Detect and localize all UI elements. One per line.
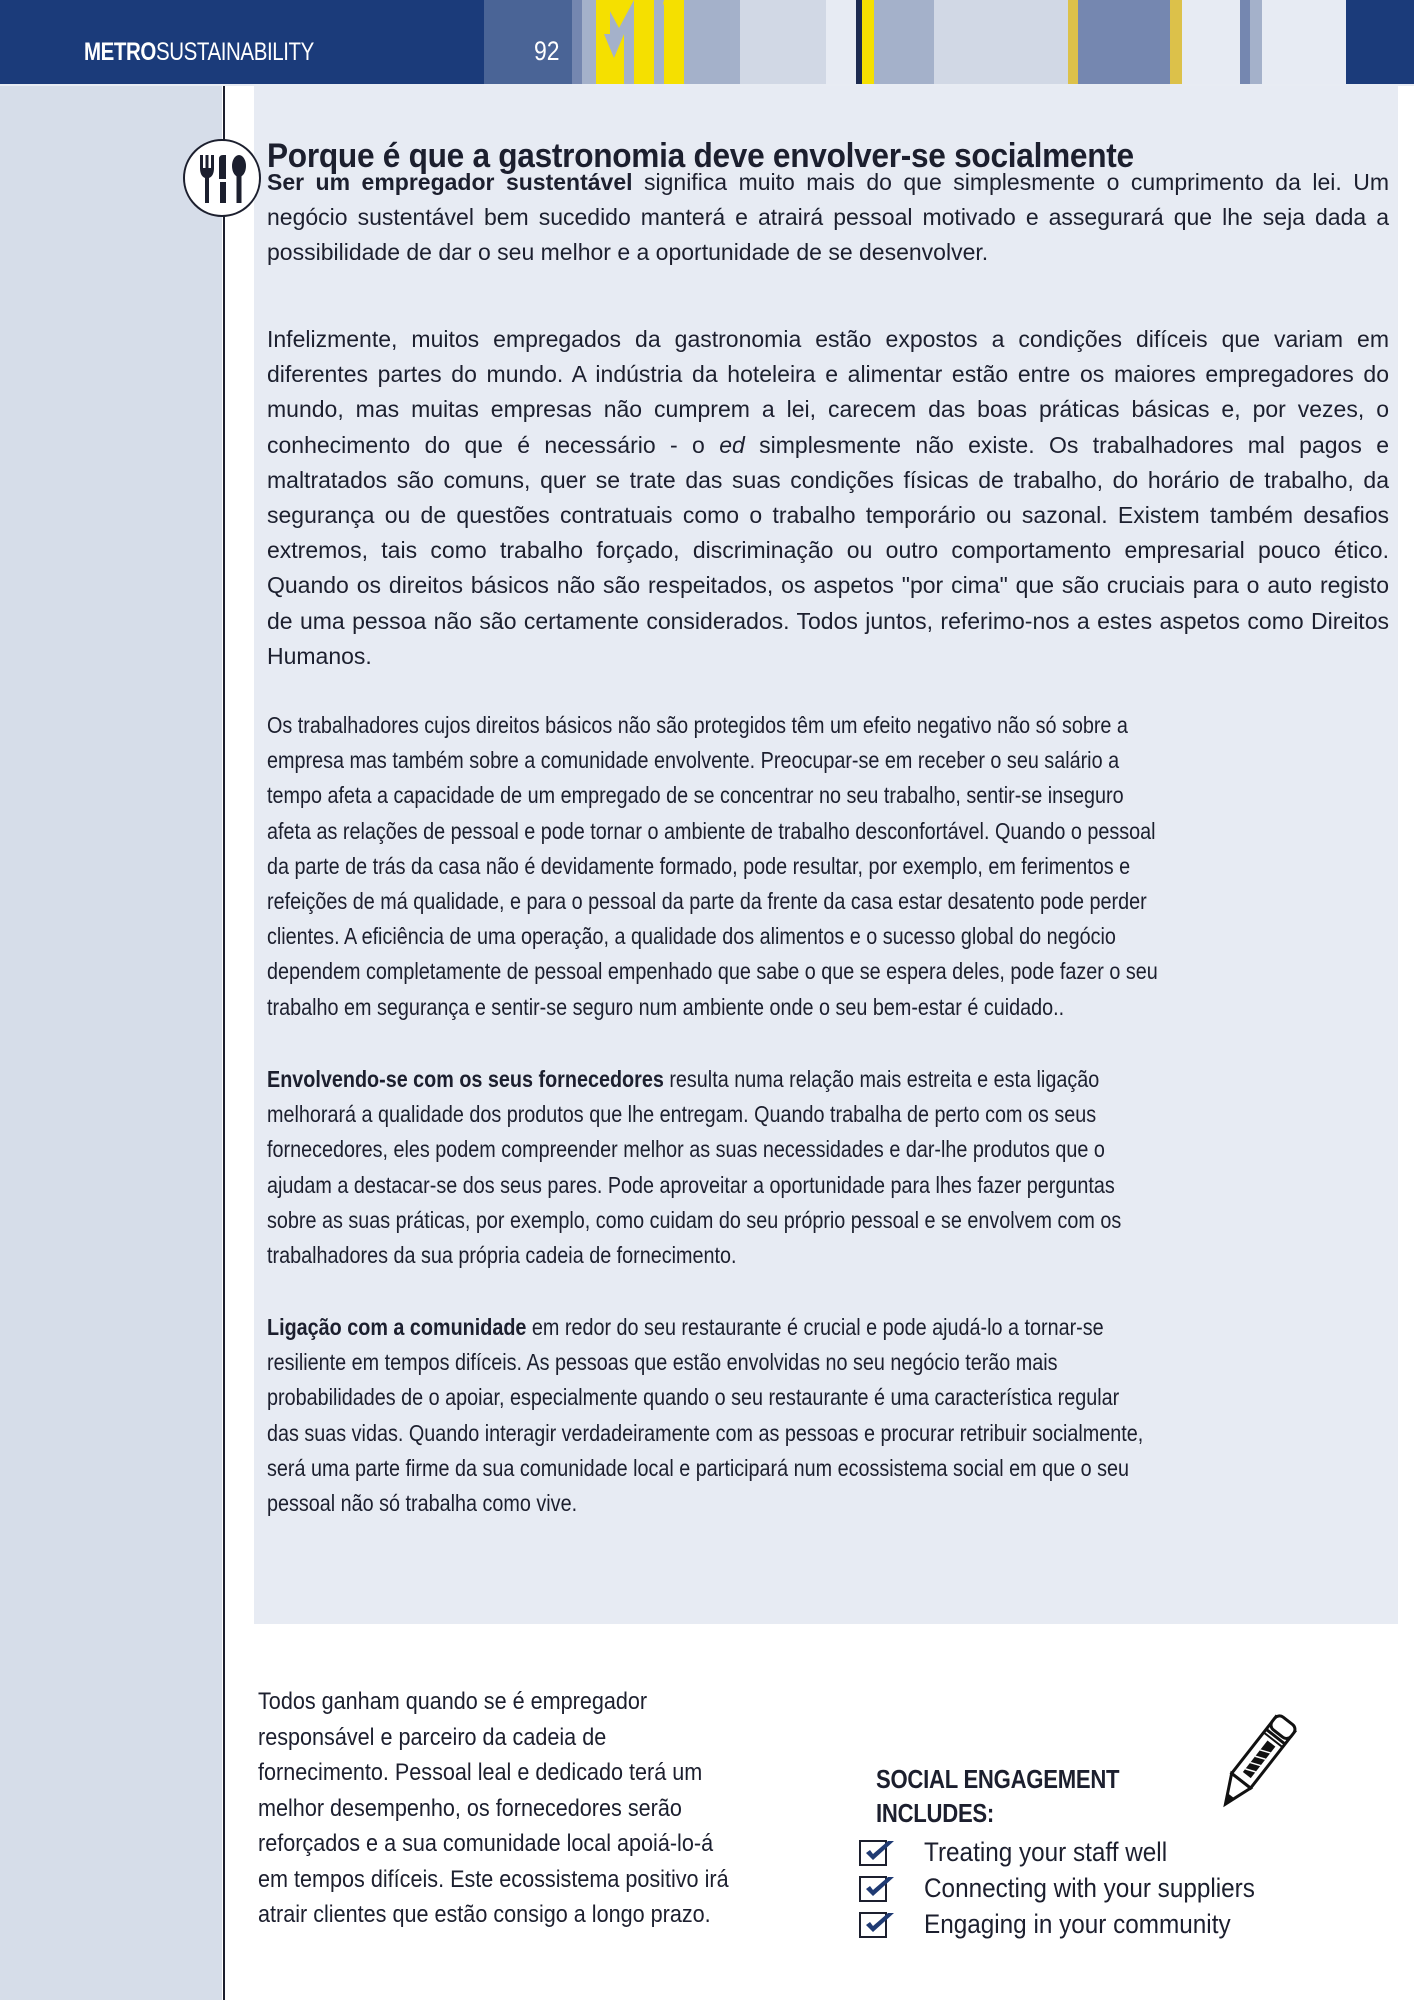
checkbox-checked-icon: [858, 1835, 898, 1869]
header-stripe: [784, 0, 826, 84]
body-text: Infelizmente, muitos empregados da gastronomia estão expostos a condições difíceis que variam em diferentes partes do mundo. A indústria da hoteleira e alimentar estão entre os maiores empregadores do mundo, mas muitas empresas não cumprem a lei, carecem das boas práticas básicas e, por vezes, o conhecimento do que é necessário - o: [267, 326, 1389, 458]
header-stripe: [1346, 0, 1414, 84]
text-line: reforçados e a sua comunidade local apoiá-lo-á: [258, 1830, 714, 1857]
body-text: simplesmente não existe. Os trabalhadores mal pagos e maltratados são comuns, quer se trate das suas condições físicas de trabalho, do horário de trabalho, da segurança ou de questões contratuais como o trabalho temporário ou sazonal. Existem também desafios extremos, tais como trabalho forçado, discriminação ou outro comportamento empresarial pouco ético. Quando os direitos básicos não são respeitados, os aspetos "por cima" que são cruciais para o auto registo de uma pessoa não são certamente considerados. Todos juntos, referimo-nos a estes aspetos como Direitos Humanos.: [267, 431, 1389, 669]
text-line: pessoal não só trabalha como vive.: [267, 1490, 578, 1517]
checkbox-checked-icon: [858, 1871, 898, 1905]
brand-bold: METRO: [84, 38, 156, 66]
text-line: [267, 1310, 1232, 1345]
header-stripe: [1068, 0, 1078, 84]
header-stripe: [1170, 0, 1182, 84]
article-title: Porque é que a gastronomia deve envolver-se socialmente: [267, 136, 1134, 175]
header-stripe: [1250, 0, 1262, 84]
header-stripe: [740, 0, 784, 84]
text-line: Os trabalhadores cujos direitos básicos não são protegidos têm um efeito negativo não só sobre a: [267, 712, 1128, 738]
header-stripe: [696, 0, 740, 84]
lead-text: Envolvendo-se com os seus fornecedores: [267, 1066, 664, 1092]
checklist-label: Connecting with your suppliers: [924, 1872, 1255, 1903]
text-line: ajudam a destacar-se dos seus pares. Pode aproveitar a oportunidade para lhes fazer perguntas: [267, 1171, 1115, 1198]
header-stripe: [1078, 0, 1170, 84]
heading-line: SOCIAL ENGAGEMENT: [876, 1764, 1120, 1794]
checklist-label: Treating your staff well: [924, 1836, 1168, 1867]
vertical-rule: [223, 86, 225, 2000]
text-line: das suas vidas. Quando interagir verdadeiramente com as pessoas e procurar retribuir socialmente,: [267, 1419, 1144, 1446]
body-text: resulta numa relação mais estreita e esta ligação: [663, 1066, 1100, 1092]
paragraph-suppliers: [267, 1062, 1389, 1273]
text-line: empresa mas também sobre a comunidade envolvente. Preocupar-se em receber o seu salário a: [267, 747, 1120, 774]
paragraph-intro: [267, 165, 1389, 271]
checkbox-checked-icon: [858, 1907, 898, 1941]
text-line: refeições de má qualidade, e para o pessoal da parte da frente da casa estar desatento pode perder: [267, 888, 1147, 915]
header-stripe: [874, 0, 934, 84]
header-stripe: [990, 0, 1070, 84]
text-line: fornecedores, eles podem compreender melhor as suas necessidades e dar-lhe produtos que o: [267, 1136, 1105, 1163]
text-line: da parte de trás da casa não é devidamente formado, pode resultar, por exemplo, em ferimentos e: [267, 852, 1131, 879]
paragraph-community: [267, 1310, 1389, 1521]
text-line: afeta as relações de pessoal e pode tornar o ambiente de trabalho desconfortável. Quando o pessoal: [267, 817, 1156, 844]
text-line: probabilidades de o apoiar, especialmente quando o seu restaurante é uma característica regular: [267, 1384, 1120, 1411]
text-line: Todos ganham quando se é empregador: [258, 1688, 648, 1715]
brand-title: [84, 38, 314, 67]
text-line: dependem completamente de pessoal empenhado que sabe o que se espera deles, pode fazer o seu: [267, 958, 1158, 985]
header-stripe: [572, 0, 582, 84]
header-stripe: [1262, 0, 1346, 84]
text-line: trabalho em segurança e sentir-se seguro num ambiente onde o seu bem-estar é cuidado..: [267, 993, 1065, 1020]
checklist-label: Engaging in your community: [924, 1908, 1231, 1939]
brand-light: SUSTAINABILITY: [155, 38, 314, 66]
header-stripe: [1240, 0, 1250, 84]
text-line: [267, 1062, 1232, 1097]
engagement-checklist: [858, 1834, 1292, 1942]
body-text: significa muito mais do que simplesmente o cumprimento da lei. Um negócio sustentável bem sucedido manterá e atrairá pessoal motivado e assegurará que lhe seja dada a possibilidade de dar o seu melhor e a oportunidade de se desenvolver.: [267, 169, 1390, 266]
paragraph-workers: [267, 708, 1389, 1025]
text-line: melhorará a qualidade dos produtos que lhe entregam. Quando trabalha de perto com os seus: [267, 1101, 1097, 1128]
text-line: melhor desempenho, os fornecedores serão: [258, 1794, 682, 1822]
text-line: fornecimento. Pessoal leal e dedicado terá um: [258, 1759, 703, 1786]
page-number: 92: [534, 36, 560, 66]
heading-line: INCLUDES:: [876, 1798, 995, 1828]
summary-text: [258, 1684, 818, 1933]
checklist-item: [858, 1834, 1292, 1870]
checklist-item: [858, 1906, 1292, 1942]
social-engagement-heading: [876, 1762, 1119, 1830]
text-line: tempo afeta a capacidade de um empregado de se concentrar no seu trabalho, sentir-se inseguro: [267, 782, 1124, 809]
paragraph-conditions: [267, 322, 1389, 674]
left-sidebar: [0, 86, 222, 2000]
body-text: em redor do seu restaurante é crucial e pode ajudá-lo a tornar-se: [526, 1314, 1104, 1340]
lead-text: Ser um empregador sustentável: [267, 169, 633, 195]
text-line: será uma parte firme da sua comunidade local e participará num ecossistema social em que o seu: [267, 1454, 1129, 1481]
text-line: sobre as suas práticas, por exemplo, como cuidam do seu próprio pessoal e se envolvem com os: [267, 1206, 1122, 1233]
text-line: resiliente em tempos difíceis. As pessoas que estão envolvidas no seu negócio terão mais: [267, 1349, 1058, 1376]
lead-text: Ligação com a comunidade: [267, 1314, 527, 1340]
cutlery-icon: [183, 139, 261, 217]
emphasis-text: ed: [719, 431, 745, 458]
text-line: responsável e parceiro da cadeia de: [258, 1723, 607, 1751]
checklist-item: [858, 1870, 1292, 1906]
text-line: clientes. A eficiência de uma operação, a qualidade dos alimentos e o sucesso global do negócio: [267, 923, 1116, 950]
header-stripe: [862, 0, 874, 84]
header-stripe: [1182, 0, 1240, 84]
pencil-icon: [1208, 1696, 1318, 1816]
text-line: atrair clientes que estão consigo a longo prazo.: [258, 1901, 711, 1928]
text-line: trabalhadores da sua própria cadeia de fornecimento.: [267, 1242, 737, 1269]
header-stripe: [934, 0, 990, 84]
page-header: [0, 0, 1414, 84]
text-line: em tempos difíceis. Este ecossistema positivo irá: [258, 1865, 729, 1893]
